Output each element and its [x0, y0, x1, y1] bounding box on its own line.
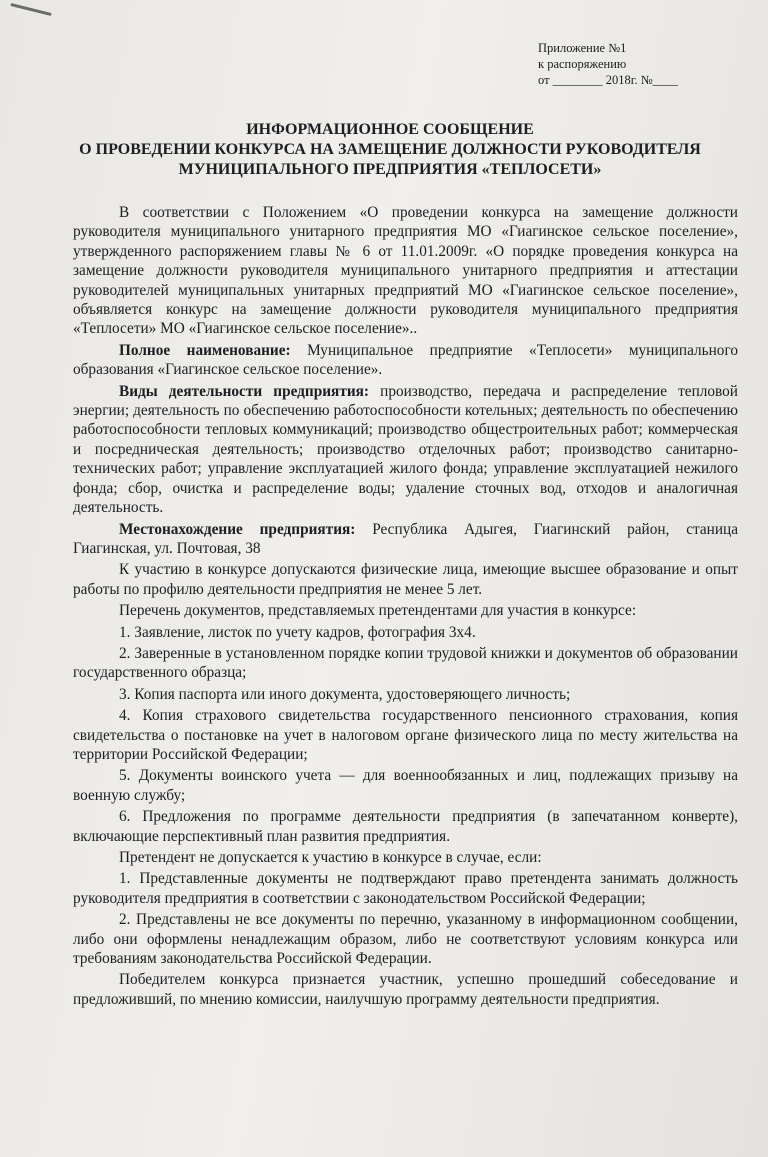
staple-mark: [10, 3, 51, 16]
location-text: Республика Адыгея, Гиагинский район, станица Гиагинская, ул. Почтовая, 38: [73, 520, 738, 557]
activities-text: производство, передача и распределение тепловой энергии; деятельность по обеспечению работоспособности котельных; деятельность по обеспечению работоспособности тепловых коммуникаций; производство общестроительных работ; коммерческая и посредническая деятельность; производство отделочных работ; производство санитарно-технических работ; управление эксплуатацией жилого фонда; управление эксплуатацией нежилого фонда; сбор, очистка и распределение воды; удаление сточных вод, отходов и аналогичная деятельность.: [73, 382, 738, 517]
docs-item: 5. Документы воинского учета — для военнообязанных и лиц, подлежащих призыву на военную службу;: [73, 767, 738, 804]
full-name-label: Полное наименование:: [119, 341, 291, 359]
docs-item: 2. Заверенные в установленном порядке копии трудовой книжки и документов об образовании государственного образца;: [73, 644, 738, 682]
document-title: [60, 120, 720, 180]
activities-paragraph: [73, 382, 738, 518]
docs-item: 6. Предложения по программе деятельности предприятия (в запечатанном конверте), включающие перспективный план развития предприятия.: [73, 808, 738, 845]
intro-paragraph: В соответствии с Положением «О проведении конкурса на замещение должности руководителя муниципального унитарного предприятия МО «Гиагинское сельское поселение», утвержденного распоряжением главы № 6 от 11.01.2009г. «О порядке проведения конкурса на замещение должности руководителя муниципального унитарного предприятия и аттестации руководителей муниципальных унитарных предприятий МО «Гиагинское сельское поселение», объявляется конкурс на замещение должности руководителя муниципального предприятия «Теплосети» МО «Гиагинское сельское поселение»..: [73, 204, 738, 338]
exclusion-header: Претендент не допускается к участию в конкурсе в случае, если:: [119, 849, 542, 866]
docs-item: 4. Копия страхового свидетельства государственного пенсионного страхования, копия свидетельства о постановке на учет в налоговом органе физического лица по месту жительства на территории Российской Федерации;: [73, 707, 738, 763]
exclusion-item: 1. Представленные документы не подтверждают право претендента занимать должность руководителя предприятия в соответствии с законодательством Российской Федерации;: [73, 870, 738, 907]
appendix-note: [538, 40, 678, 88]
location-paragraph: [73, 520, 738, 559]
docs-header: Перечень документов, представляемых претендентами для участия в конкурсе:: [119, 602, 637, 620]
full-name-text: Муниципальное предприятие «Теплосети» муниципального образования «Гиагинское сельское поселение».: [73, 341, 738, 379]
docs-item: 1. Заявление, листок по учету кадров, фотография 3х4.: [119, 623, 476, 641]
winner-paragraph: Победителем конкурса признается участник, успешно прошедший собеседование и предложивший, по мнению комиссии, наилучшую программу деятельности предприятия.: [73, 971, 738, 1008]
title-line: МУНИЦИПАЛЬНОГО ПРЕДПРИЯТИЯ «ТЕПЛОСЕТИ»: [178, 161, 602, 178]
appendix-line: от ________ 2018г. №____: [538, 73, 678, 87]
location-label: Местонахождение предприятия:: [119, 520, 356, 538]
admission-paragraph: К участию в конкурсе допускаются физические лица, имеющие высшее образование и опыт работы по профилю деятельности предприятия не менее 5 лет.: [73, 561, 738, 598]
activities-label: Виды деятельности предприятия:: [119, 382, 370, 400]
title-line: ИНФОРМАЦИОННОЕ СООБЩЕНИЕ: [246, 121, 534, 138]
document-body: [73, 203, 738, 1011]
full-name-paragraph: [73, 341, 738, 380]
appendix-line: к распоряжению: [538, 57, 627, 71]
appendix-line: Приложение №1: [538, 41, 627, 55]
exclusion-item: 2. Представлены не все документы по перечню, указанному в информационном сообщении, либо они оформлены ненадлежащим образом, либо не соответствуют условиям конкурса или требованиям законодательства Российской Федерации.: [73, 911, 738, 968]
docs-item: 3. Копия паспорта или иного документа, удостоверяющего личность;: [119, 685, 571, 703]
title-line: О ПРОВЕДЕНИИ КОНКУРСА НА ЗАМЕЩЕНИЕ ДОЛЖНОСТИ РУКОВОДИТЕЛЯ: [79, 141, 701, 158]
